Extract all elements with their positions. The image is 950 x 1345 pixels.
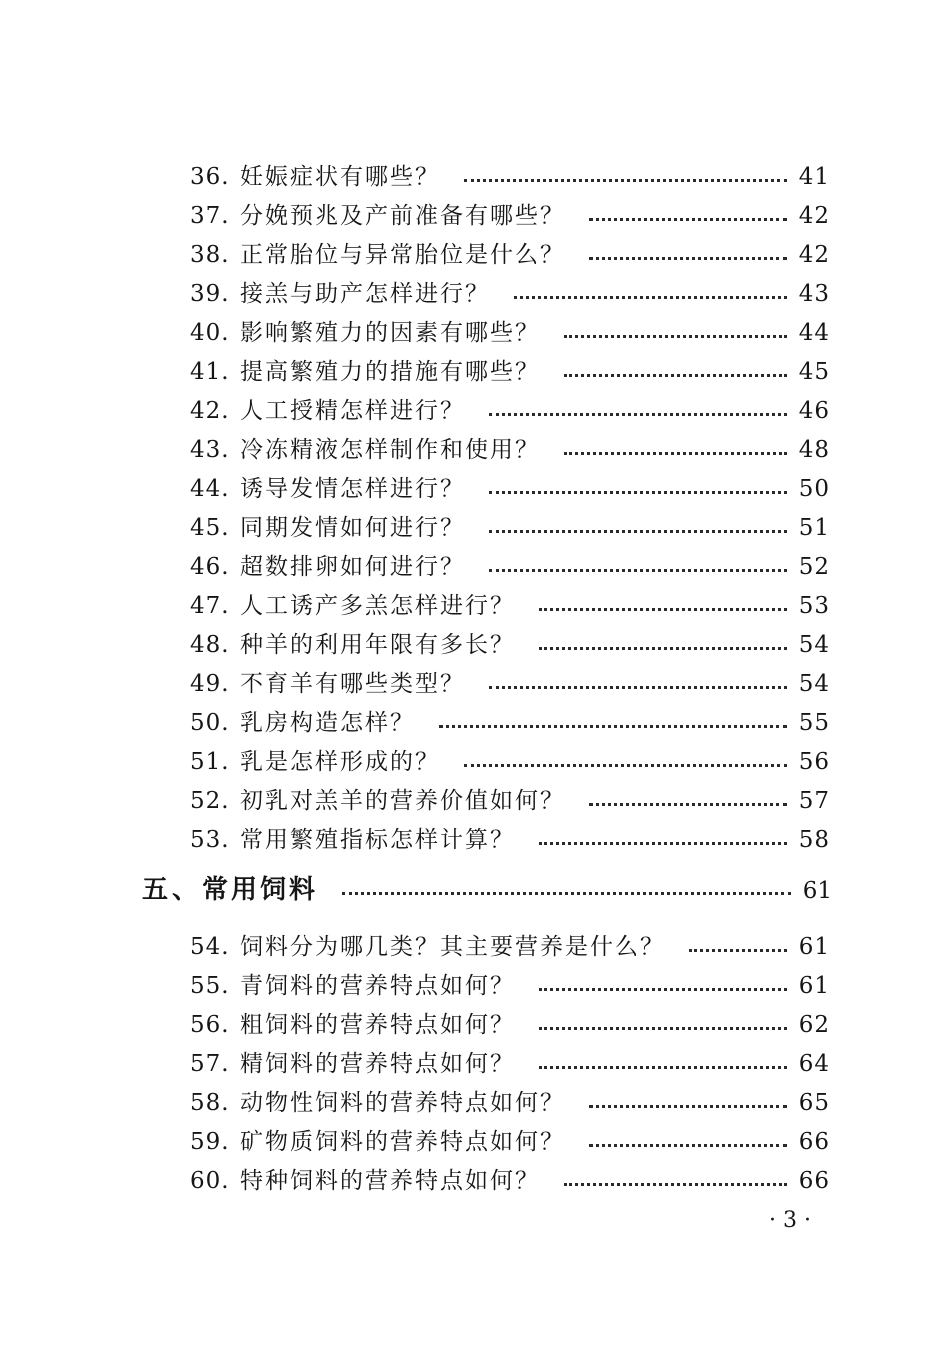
entry-title: 接羔与助产怎样进行？ (240, 281, 490, 307)
toc-entry[interactable] (190, 930, 830, 964)
entry-title: 诱导发情怎样进行？ (240, 476, 465, 502)
entry-page: 50 (798, 476, 830, 502)
dot-leader (489, 569, 787, 572)
entry-number: 36. (190, 164, 230, 190)
entry-page: 42 (798, 203, 830, 229)
entry-number: 38. (190, 242, 230, 268)
entry-title: 常用繁殖指标怎样计算？ (240, 827, 515, 853)
entry-page: 51 (798, 515, 830, 541)
entry-number: 51. (190, 749, 230, 775)
entry-number: 57. (190, 1051, 230, 1077)
entry-title: 乳是怎样形成的？ (240, 749, 440, 775)
entry-title: 正常胎位与异常胎位是什么？ (240, 242, 565, 268)
entry-title: 冷冻精液怎样制作和使用？ (240, 437, 540, 463)
entry-page: 57 (798, 788, 830, 814)
toc-entry[interactable] (190, 1125, 830, 1159)
dot-leader (539, 647, 787, 650)
toc-entry[interactable] (190, 706, 830, 740)
entry-page: 48 (798, 437, 830, 463)
entry-title: 同期发情如何进行？ (240, 515, 465, 541)
toc-entry[interactable] (190, 550, 830, 584)
entry-number: 49. (190, 671, 230, 697)
entry-title: 粗饲料的营养特点如何？ (240, 1012, 515, 1038)
entry-title: 特种饲料的营养特点如何？ (240, 1168, 540, 1194)
entry-page: 44 (798, 320, 830, 346)
dot-leader (489, 686, 787, 689)
toc-entry[interactable] (190, 433, 830, 467)
toc-entry[interactable] (190, 355, 830, 389)
entry-number: 55. (190, 973, 230, 999)
toc-entry[interactable] (190, 628, 830, 662)
entry-number: 58. (190, 1090, 230, 1116)
entry-page: 54 (798, 671, 830, 697)
entry-page: 61 (798, 934, 830, 960)
entry-page: 66 (798, 1168, 830, 1194)
entry-number: 48. (190, 632, 230, 658)
dot-leader (589, 218, 787, 221)
entry-page: 53 (798, 593, 830, 619)
dot-leader (439, 725, 787, 728)
entry-number: 37. (190, 203, 230, 229)
toc-entry[interactable] (190, 1086, 830, 1120)
dot-leader (539, 608, 787, 611)
entry-number: 53. (190, 827, 230, 853)
entry-page: 62 (798, 1012, 830, 1038)
dot-leader (489, 530, 787, 533)
entry-number: 40. (190, 320, 230, 346)
entry-title: 人工授精怎样进行？ (240, 398, 465, 424)
toc-entry[interactable] (190, 1008, 830, 1042)
toc-entry[interactable] (190, 316, 830, 350)
entry-title: 妊娠症状有哪些？ (240, 164, 440, 190)
entry-title: 乳房构造怎样？ (240, 710, 415, 736)
entry-title: 提高繁殖力的措施有哪些？ (240, 359, 540, 385)
entry-page: 58 (798, 827, 830, 853)
dot-leader (589, 1105, 787, 1108)
chapter-heading[interactable] (142, 868, 832, 912)
entry-page: 52 (798, 554, 830, 580)
entry-page: 41 (798, 164, 830, 190)
entry-number: 56. (190, 1012, 230, 1038)
toc-entry[interactable] (190, 745, 830, 779)
toc-entry[interactable] (190, 394, 830, 428)
toc-entry[interactable] (190, 160, 830, 194)
entry-title: 不育羊有哪些类型？ (240, 671, 465, 697)
dot-leader (589, 1144, 787, 1147)
entry-number: 41. (190, 359, 230, 385)
entry-number: 60. (190, 1168, 230, 1194)
entry-title: 精饲料的营养特点如何？ (240, 1051, 515, 1077)
entry-number: 46. (190, 554, 230, 580)
chapter-page: 61 (802, 878, 832, 904)
entry-page: 54 (798, 632, 830, 658)
toc-entry[interactable] (190, 667, 830, 701)
entry-number: 45. (190, 515, 230, 541)
dot-leader (539, 988, 787, 991)
entry-number: 42. (190, 398, 230, 424)
entry-number: 47. (190, 593, 230, 619)
dot-leader (539, 1066, 787, 1069)
entry-title: 超数排卵如何进行？ (240, 554, 465, 580)
entry-title: 动物性饲料的营养特点如何？ (240, 1090, 565, 1116)
entry-number: 39. (190, 281, 230, 307)
entry-title: 青饲料的营养特点如何？ (240, 973, 515, 999)
toc-entry[interactable] (190, 1047, 830, 1081)
dot-leader (342, 892, 791, 895)
toc-entry[interactable] (190, 1164, 830, 1198)
chapter-number: 五、 (142, 875, 203, 905)
dot-leader (589, 257, 787, 260)
entry-title: 种羊的利用年限有多长？ (240, 632, 515, 658)
entry-title: 饲料分为哪几类？其主要营养是什么？ (240, 934, 665, 960)
entry-number: 44. (190, 476, 230, 502)
chapter-title: 常用饲料 (202, 875, 319, 905)
dot-leader (489, 413, 787, 416)
toc-entry[interactable] (190, 784, 830, 818)
dot-leader (489, 491, 787, 494)
dot-leader (539, 842, 787, 845)
entry-page: 43 (798, 281, 830, 307)
toc-entry[interactable] (190, 969, 830, 1003)
toc-entry[interactable] (190, 199, 830, 233)
toc-entry[interactable] (190, 511, 830, 545)
entry-page: 56 (798, 749, 830, 775)
dot-leader (539, 1027, 787, 1030)
dot-leader (464, 179, 787, 182)
entry-number: 52. (190, 788, 230, 814)
entry-page: 61 (798, 973, 830, 999)
entry-number: 59. (190, 1129, 230, 1155)
entry-page: 65 (798, 1090, 830, 1116)
dot-leader (689, 949, 787, 952)
entry-page: 55 (798, 710, 830, 736)
toc-entry[interactable] (190, 238, 830, 272)
dot-leader (564, 374, 787, 377)
entry-page: 45 (798, 359, 830, 385)
dot-leader (564, 335, 787, 338)
entry-page: 46 (798, 398, 830, 424)
entry-title: 矿物质饲料的营养特点如何？ (240, 1129, 565, 1155)
toc-entry[interactable] (190, 277, 830, 311)
dot-leader (564, 1183, 787, 1186)
dot-leader (589, 803, 787, 806)
entry-page: 42 (798, 242, 830, 268)
toc-entry[interactable] (190, 472, 830, 506)
entry-number: 50. (190, 710, 230, 736)
dot-leader (514, 296, 787, 299)
entry-page: 64 (798, 1051, 830, 1077)
entry-number: 54. (190, 934, 230, 960)
entry-title: 初乳对羔羊的营养价值如何？ (240, 788, 565, 814)
dot-leader (464, 764, 787, 767)
dot-leader (564, 452, 787, 455)
toc-entry[interactable] (190, 589, 830, 623)
page-number: · 3 · (769, 1208, 811, 1233)
entry-title: 人工诱产多羔怎样进行？ (240, 593, 515, 619)
toc-entry[interactable] (190, 823, 830, 857)
entry-title: 分娩预兆及产前准备有哪些？ (240, 203, 565, 229)
entry-number: 43. (190, 437, 230, 463)
entry-title: 影响繁殖力的因素有哪些？ (240, 320, 540, 346)
entry-page: 66 (798, 1129, 830, 1155)
